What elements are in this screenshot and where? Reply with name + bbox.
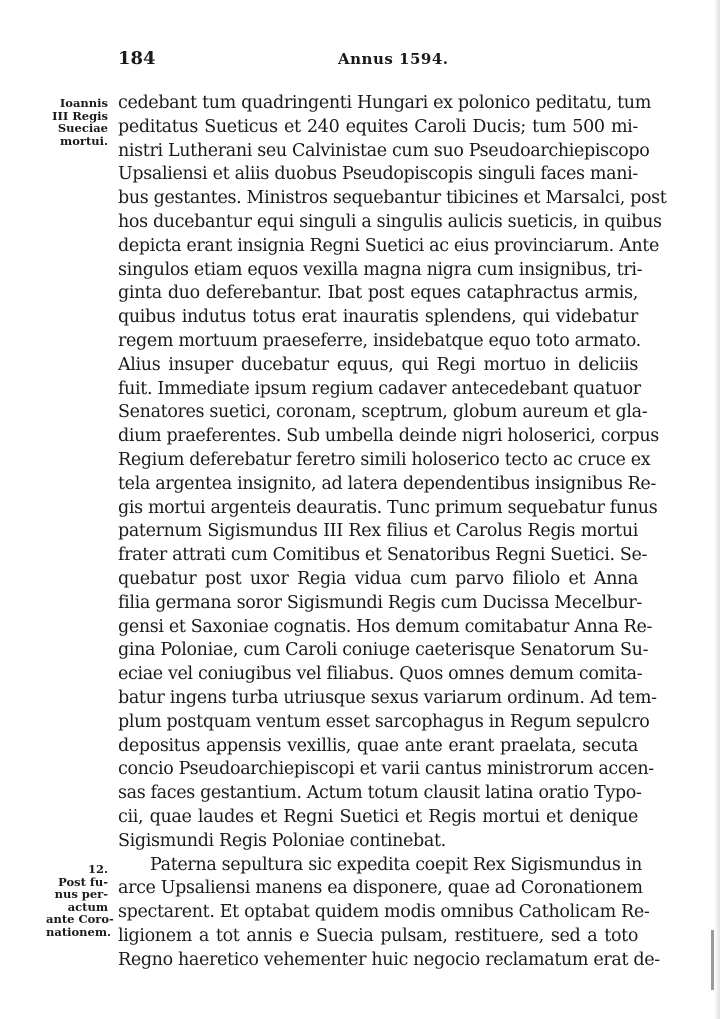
text-line: gensi et Saxoniae cognatis. Hos demum comitabatur Anna Re- (118, 616, 653, 637)
text-line: spectarent. Et optabat quidem modis omnibus Catholicam Re- (118, 902, 650, 923)
margin-note-line: 12. (87, 862, 108, 876)
margin-note-line: III Regis (52, 108, 108, 123)
text-line: bus gestantes. Ministros sequebantur tibicines et Marsalci, post (118, 188, 667, 209)
text-line: singulos etiam equos vexilla magna nigra cum insignibus, tri- (118, 259, 643, 280)
text-line: Senatores suetici, coronam, sceptrum, globum aureum et gla- (118, 402, 648, 423)
page-number: 184 (118, 48, 156, 69)
text-line: gina Poloniae, cum Caroli coniuge caeterisque Senatorum Su- (118, 640, 649, 661)
text-line: cedebant tum quadringenti Hungari ex polonico peditatu, tum (118, 93, 651, 113)
text-line: cii, quae laudes et Regni Suetici et Regis mortui et denique (118, 806, 638, 827)
text-line: dium praeferentes. Sub umbella deinde nigri holoserici, corpus (118, 426, 659, 447)
text-line: frater attrati cum Comitibus et Senatoribus Regni Suetici. Se- (118, 545, 648, 566)
text-line: quebatur post uxor Regia vidua cum parvo filiolo et Anna (118, 568, 638, 589)
margin-note-line: Sueciae (57, 121, 108, 135)
text-line: Regium deferebatur feretro simili holoserico tecto ac cruce ex (118, 449, 651, 470)
text-line: Alius insuper ducebatur equus, qui Regi mortuo in deliciis (118, 354, 638, 375)
margin-note-ioannis (46, 97, 108, 147)
margin-note-line: mortui. (60, 133, 108, 148)
text-line: tela argentea insignito, ad latera dependentibus insignibus Re- (118, 473, 656, 494)
text-line: sas faces gestantium. Actum totum clausit latina oratio Typo- (118, 783, 642, 804)
paragraph-start-line: Paterna sepultura sic expedita coepit Rex Sigismundus in (150, 854, 642, 875)
text-line: depositus appensis vexillis, quae ante erant praelata, secuta (118, 735, 638, 756)
text-line: concio Pseudoarchiepiscopi et varii cantus ministrorum accen- (118, 759, 654, 780)
margin-note-line: ante Coro- (46, 912, 114, 926)
running-head: Annus 1594. (338, 50, 449, 68)
text-line: hos ducebantur equi singuli a singulis aulicis sueticis, in quibus (118, 211, 662, 232)
text-line: gis mortui argenteis deauratis. Tunc primum sequebatur funus (118, 497, 658, 518)
margin-note-section-12 (46, 862, 114, 939)
text-line: paternum Sigismundus III Rex filius et Carolus Regis mortui (118, 521, 638, 542)
text-line: plum postquam ventum esset sarcophagus in Regum sepulcro (118, 711, 650, 732)
page-header (118, 48, 638, 72)
body-text (118, 92, 667, 972)
margin-note-line: nus per- (54, 887, 108, 901)
text-line: filia germana soror Sigismundi Regis cum Ducissa Mecelbur- (118, 592, 642, 613)
text-line: Upsaliensi et aliis duobus Pseudopiscopis singuli faces mani- (118, 164, 638, 185)
margin-note-line: actum (67, 899, 108, 914)
text-line: regem mortuum praeseferre, insidebatque equo toto armato. (118, 330, 641, 351)
text-line: arce Upsaliensi manens ea disponere, quae ad Coronationem (118, 878, 643, 899)
margin-note-line: Post fu- (58, 874, 108, 889)
text-line: ligionem a tot annis e Suecia pulsam, restituere, sed a toto (118, 925, 638, 946)
text-line: nistri Lutherani seu Calvinistae cum suo Pseudoarchiepiscopo (118, 140, 650, 161)
margin-note-line: Ioannis (59, 96, 108, 110)
text-line: fuit. Immediate ipsum regium cadaver antecedebant quatuor (118, 378, 641, 399)
scan-edge-mark (711, 930, 714, 990)
text-line: peditatus Sueticus et 240 equites Caroli Ducis; tum 500 mi- (118, 116, 638, 137)
text-line: ginta duo deferebantur. Ibat post eques cataphractus armis, (118, 283, 638, 304)
text-line: Regno haeretico vehementer huic negocio reclamatum erat de- (118, 949, 660, 970)
text-line: quibus indutus totus erat inauratis splendens, qui videbatur (118, 307, 638, 328)
paragraph-end-line: Sigismundi Regis Poloniae continebat. (118, 830, 446, 851)
margin-note-line: nationem. (46, 924, 112, 939)
page-edge-shadow (714, 0, 720, 1019)
text-line: eciae vel coniugibus vel filiabus. Quos omnes demum comita- (118, 664, 643, 685)
text-line: batur ingens turba utriusque sexus variarum ordinum. Ad tem- (118, 687, 657, 708)
text-line: depicta erant insignia Regni Suetici ac eius provinciarum. Ante (118, 235, 659, 256)
